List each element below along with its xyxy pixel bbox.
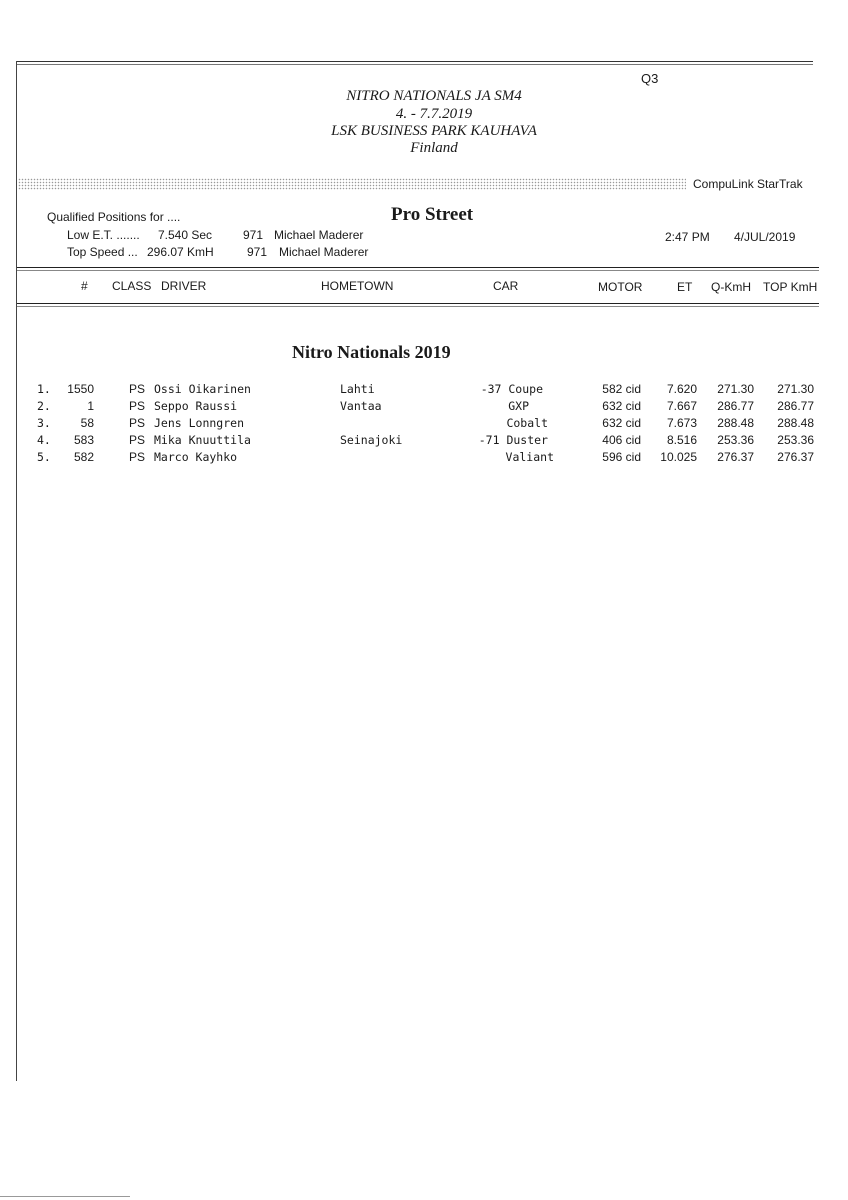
report-date: 4/JUL/2019 (734, 230, 796, 244)
class: PS (129, 433, 146, 447)
event-country: Finland (410, 140, 458, 156)
software-label: CompuLink StarTrak (693, 177, 803, 191)
header-rule-bottom-inner (17, 306, 819, 307)
top-speed-driver: Michael Maderer (279, 245, 369, 259)
table-row (0, 450, 848, 467)
driver: Jens Lonngren (154, 416, 245, 430)
motor: 632 cid (602, 399, 641, 413)
header-rule-top-inner (17, 270, 819, 271)
driver: Seppo Raussi (154, 399, 238, 413)
frame-left-rule (16, 61, 17, 1081)
position: 5. (37, 450, 51, 464)
col-header-driver: DRIVER (161, 279, 207, 293)
car: Cobalt (506, 416, 548, 430)
motor: 632 cid (602, 416, 641, 430)
motor: 582 cid (602, 382, 641, 396)
car-number: 1 (87, 399, 94, 413)
col-header-hometown: HOMETOWN (321, 279, 394, 293)
q-kmh: 288.48 (717, 416, 754, 430)
frame-top-rule-inner (17, 64, 813, 65)
low-et-label: Low E.T. ....... (67, 228, 140, 242)
motor: 406 cid (602, 433, 641, 447)
col-header-class: CLASS (112, 279, 152, 293)
col-header-q-kmh: Q-KmH (711, 280, 751, 294)
qualified-label: Qualified Positions for .... (47, 210, 181, 224)
driver: Ossi Oikarinen (154, 382, 251, 396)
table-row (0, 433, 848, 450)
et: 7.667 (666, 399, 697, 413)
class: PS (129, 382, 146, 396)
report-time: 2:47 PM (665, 230, 710, 244)
q-kmh: 286.77 (717, 399, 754, 413)
et: 8.516 (666, 433, 697, 447)
et: 7.620 (666, 382, 697, 396)
class: PS (129, 399, 146, 413)
position: 4. (37, 433, 51, 447)
event-dates: 4. - 7.7.2019 (395, 106, 473, 122)
q-kmh: 276.37 (717, 450, 754, 464)
bottom-rule (0, 1196, 130, 1197)
q-kmh: 253.36 (717, 433, 754, 447)
top-speed-car-number: 971 (247, 245, 268, 259)
table-row (0, 382, 848, 399)
col-header-number: # (81, 279, 88, 293)
car: -37 Coupe (480, 382, 543, 396)
driver: Mika Knuuttila (154, 433, 251, 447)
et: 10.025 (660, 450, 697, 464)
col-header-et: ET (677, 280, 693, 294)
round-label: Q3 (641, 71, 659, 86)
top-kmh: 286.77 (777, 399, 814, 413)
class: PS (129, 450, 146, 464)
low-et-driver: Michael Maderer (274, 228, 364, 242)
top-kmh: 288.48 (777, 416, 814, 430)
frame-top-rule (17, 61, 813, 62)
hometown: Lahti (340, 382, 375, 396)
position: 2. (37, 399, 51, 413)
class: PS (129, 416, 146, 430)
event-title: NITRO NATIONALS JA SM4 (346, 88, 522, 104)
header-rule-top (17, 267, 819, 268)
dotted-separator (18, 178, 686, 190)
section-title: Nitro Nationals 2019 (292, 342, 451, 362)
low-et-car-number: 971 (243, 228, 264, 242)
table-row (0, 399, 848, 416)
header-rule-bottom (17, 303, 819, 304)
low-et-value: 7.540 Sec (158, 228, 213, 242)
top-speed-label: Top Speed ... (67, 245, 138, 259)
car-number: 583 (73, 433, 94, 447)
top-kmh: 253.36 (777, 433, 814, 447)
top-kmh: 276.37 (777, 450, 814, 464)
col-header-motor: MOTOR (598, 280, 643, 294)
et: 7.673 (666, 416, 697, 430)
car-number: 1550 (67, 382, 94, 396)
col-header-car: CAR (493, 279, 519, 293)
position: 1. (37, 382, 51, 396)
top-speed-value: 296.07 KmH (147, 245, 214, 259)
car: -71 Duster (478, 433, 548, 447)
car: Valiant (505, 450, 554, 464)
hometown: Vantaa (340, 399, 382, 413)
col-header-top-kmh: TOP KmH (763, 280, 818, 294)
car-number: 58 (80, 416, 94, 430)
table-row (0, 416, 848, 433)
event-venue: LSK BUSINESS PARK KAUHAVA (331, 123, 537, 139)
q-kmh: 271.30 (717, 382, 754, 396)
hometown: Seinajoki (340, 433, 403, 447)
driver: Marco Kayhko (154, 450, 238, 464)
motor: 596 cid (602, 450, 641, 464)
class-title: Pro Street (391, 204, 474, 225)
car-number: 582 (73, 450, 94, 464)
top-kmh: 271.30 (777, 382, 814, 396)
position: 3. (37, 416, 51, 430)
car: GXP (508, 399, 529, 413)
